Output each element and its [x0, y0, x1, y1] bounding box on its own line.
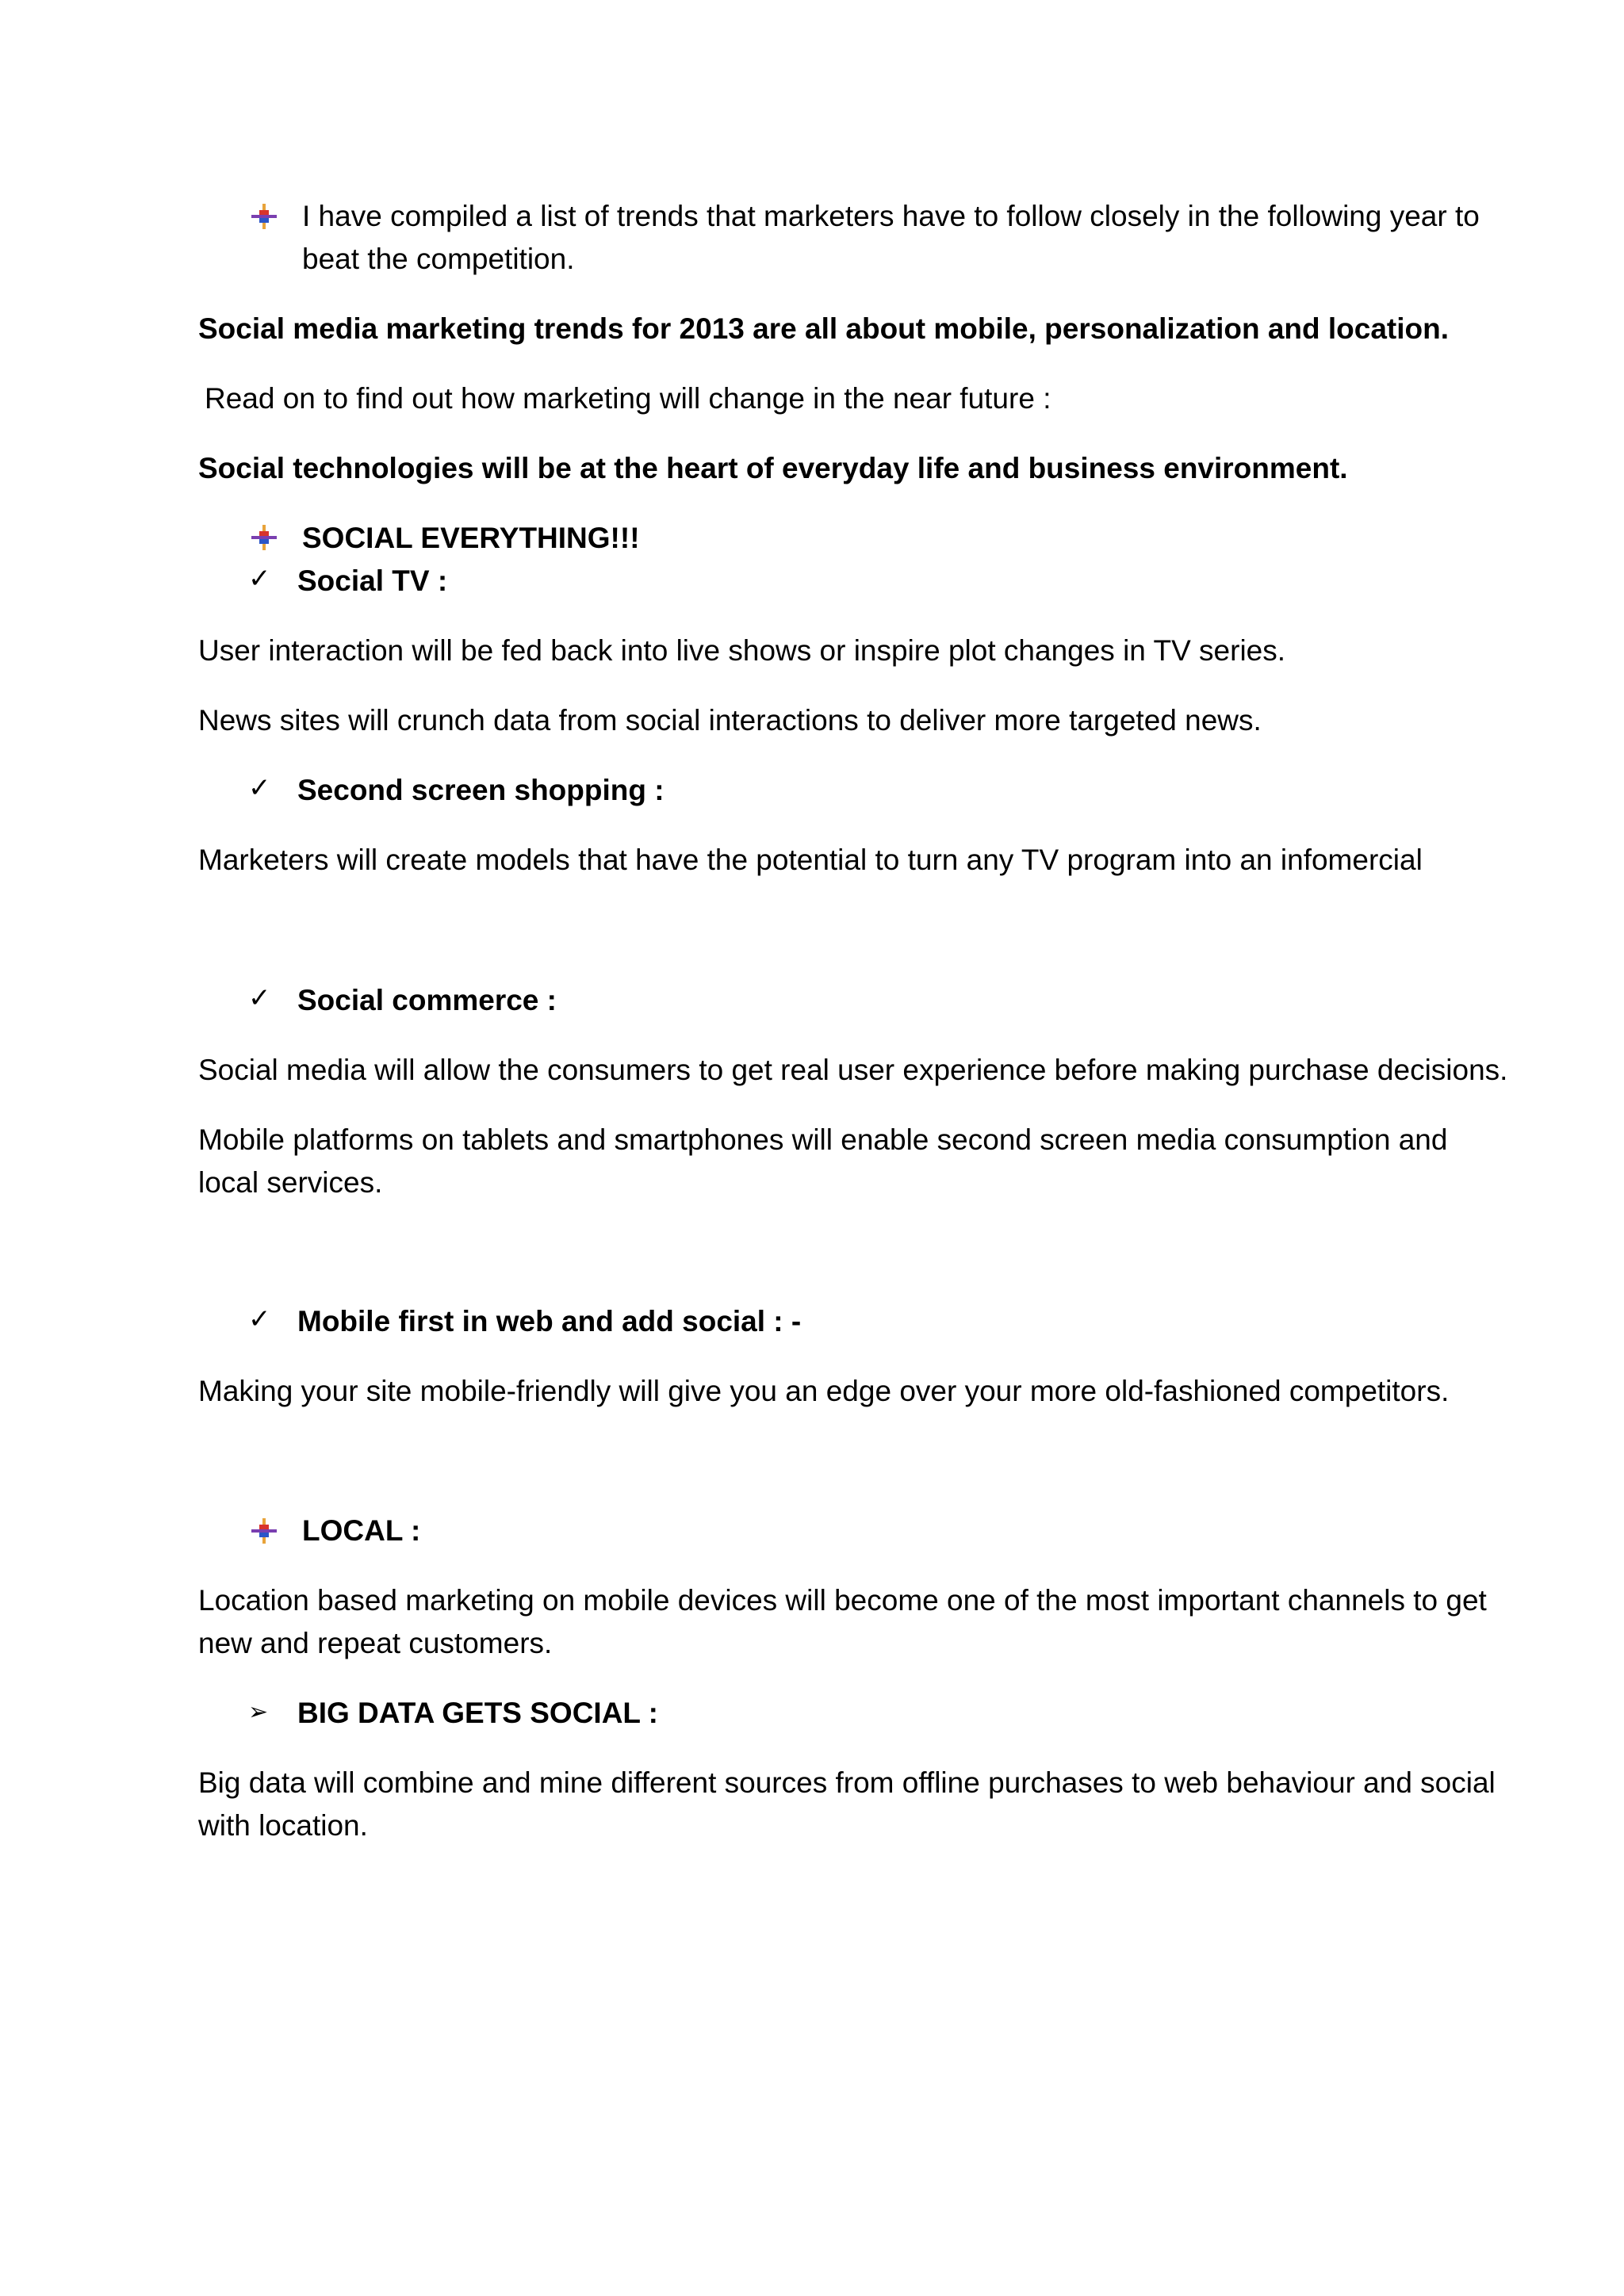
- tagline: Social technologies will be at the heart of everyday life and business environment.: [198, 452, 1348, 484]
- second-screen-paragraph: Marketers will create models that have the potential to turn any TV program into an infomercial: [198, 844, 1423, 876]
- check-bullet-icon: ✓: [248, 564, 271, 594]
- intro-line-2: beat the competition.: [302, 243, 575, 275]
- mobile-first-paragraph: Making your site mobile-friendly will give you an edge over your more old-fashioned competitors.: [198, 1375, 1450, 1407]
- local-paragraph-line-2: new and repeat customers.: [198, 1627, 553, 1659]
- social-commerce-heading: Social commerce :: [297, 984, 557, 1016]
- local-heading: LOCAL :: [302, 1514, 421, 1547]
- read-on-text: Read on to find out how marketing will change in the near future :: [205, 382, 1051, 415]
- local-paragraph-line-1: Location based marketing on mobile devices will become one of the most important channels to get: [198, 1584, 1487, 1617]
- arrow-bullet-icon: ➢: [248, 1699, 269, 1725]
- big-data-paragraph-line-1: Big data will combine and mine different sources from offline purchases to web behaviour and social: [198, 1766, 1496, 1799]
- cross-bullet-icon: [250, 202, 278, 231]
- check-bullet-icon: ✓: [248, 983, 271, 1013]
- check-bullet-icon: ✓: [248, 773, 271, 803]
- big-data-paragraph-line-2: with location.: [198, 1809, 368, 1842]
- second-screen-heading: Second screen shopping :: [297, 774, 665, 806]
- cross-bullet-icon: [250, 523, 278, 552]
- social-everything-heading: SOCIAL EVERYTHING!!!: [302, 522, 640, 554]
- social-commerce-paragraph-2-line-1: Mobile platforms on tablets and smartphones will enable second screen media consumption and: [198, 1123, 1448, 1156]
- big-data-heading: BIG DATA GETS SOCIAL :: [297, 1697, 658, 1729]
- mobile-first-heading: Mobile first in web and add social : -: [297, 1305, 802, 1337]
- social-tv-heading: Social TV :: [297, 564, 448, 597]
- check-bullet-icon: ✓: [248, 1304, 271, 1334]
- social-commerce-paragraph-2-line-2: local services.: [198, 1166, 383, 1199]
- social-tv-paragraph-2: News sites will crunch data from social interactions to deliver more targeted news.: [198, 704, 1262, 737]
- social-tv-paragraph-1: User interaction will be fed back into live shows or inspire plot changes in TV series.: [198, 634, 1286, 667]
- intro-line-1: I have compiled a list of trends that marketers have to follow closely in the following year to: [302, 200, 1480, 232]
- cross-bullet-icon: [250, 1517, 278, 1545]
- headline: Social media marketing trends for 2013 are all about mobile, personalization and location.: [198, 312, 1450, 345]
- social-commerce-paragraph-1: Social media will allow the consumers to get real user experience before making purchase decisions.: [198, 1054, 1508, 1086]
